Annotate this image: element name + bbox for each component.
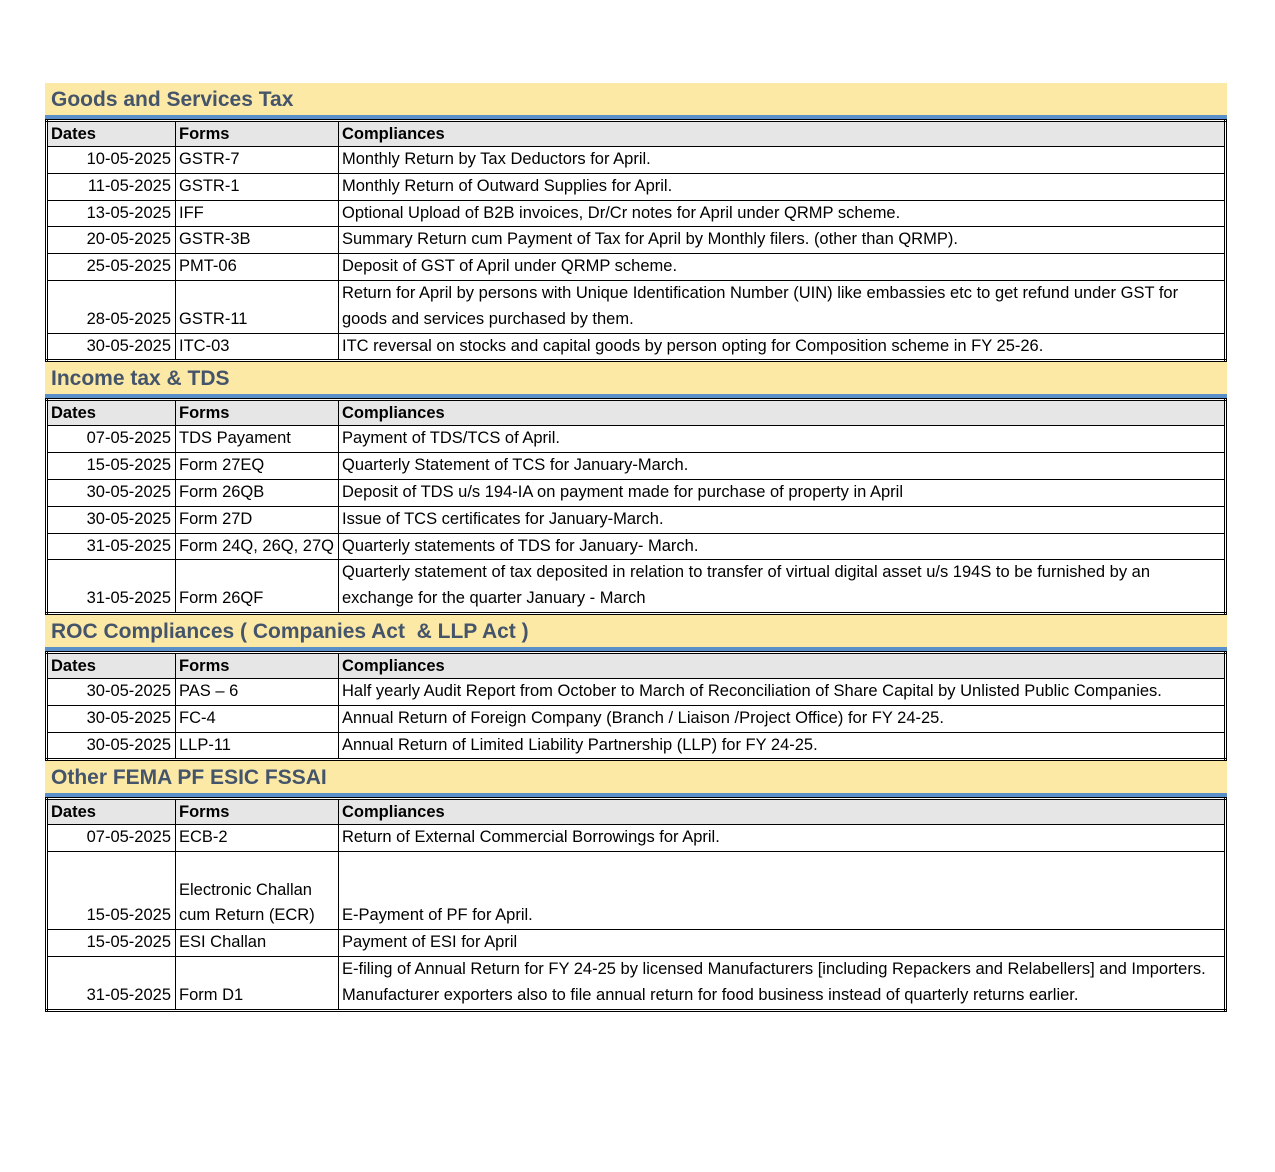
form-cell: Form 27EQ	[176, 453, 339, 480]
table-row	[47, 825, 1226, 852]
form-cell: LLP-11	[176, 732, 339, 760]
dates-column-header: Dates	[47, 400, 176, 426]
table-row	[47, 930, 1226, 957]
table-row	[47, 956, 1226, 1010]
form-cell: PMT-06	[176, 254, 339, 281]
compliance-table	[45, 651, 1227, 761]
table-header-row	[47, 400, 1226, 426]
date-cell: 11-05-2025	[47, 173, 176, 200]
date-cell: 15-05-2025	[47, 453, 176, 480]
forms-column-header: Forms	[176, 652, 339, 678]
form-cell: Form D1	[176, 956, 339, 1010]
date-cell: 15-05-2025	[47, 852, 176, 930]
date-cell: 20-05-2025	[47, 227, 176, 254]
date-cell: 31-05-2025	[47, 956, 176, 1010]
table-row	[47, 200, 1226, 227]
form-cell: GSTR-11	[176, 280, 339, 333]
table-row	[47, 732, 1226, 760]
compliance-table	[45, 797, 1227, 1011]
table-header-row	[47, 121, 1226, 147]
compliance-cell: Return of External Commercial Borrowings for April.	[339, 825, 1226, 852]
form-cell: Form 24Q, 26Q, 27Q	[176, 533, 339, 560]
date-cell: 30-05-2025	[47, 732, 176, 760]
table-row	[47, 280, 1226, 333]
table-row	[47, 678, 1226, 705]
compliances-column-header: Compliances	[339, 400, 1226, 426]
section-title: Other FEMA PF ESIC FSSAI	[45, 761, 1227, 797]
compliance-cell: Monthly Return of Outward Supplies for April.	[339, 173, 1226, 200]
compliances-column-header: Compliances	[339, 121, 1226, 147]
table-row	[47, 147, 1226, 174]
forms-column-header: Forms	[176, 121, 339, 147]
compliance-cell: E-filing of Annual Return for FY 24-25 by licensed Manufacturers [including Repackers and Relabellers] and Importers. Manufacturer exporters also to file annual return for food business instead of quarterly returns earlier.	[339, 956, 1226, 1010]
compliance-cell: ITC reversal on stocks and capital goods by person opting for Composition scheme in FY 25-26.	[339, 333, 1226, 361]
form-cell: ESI Challan	[176, 930, 339, 957]
form-cell: IFF	[176, 200, 339, 227]
compliances-column-header: Compliances	[339, 652, 1226, 678]
date-cell: 07-05-2025	[47, 426, 176, 453]
compliance-cell: Quarterly statements of TDS for January- March.	[339, 533, 1226, 560]
compliance-cell: Quarterly Statement of TCS for January-March.	[339, 453, 1226, 480]
compliance-table	[45, 119, 1227, 362]
table-row	[47, 426, 1226, 453]
compliance-cell: Deposit of GST of April under QRMP scheme.	[339, 254, 1226, 281]
compliance-cell: Issue of TCS certificates for January-March.	[339, 506, 1226, 533]
table-row	[47, 506, 1226, 533]
compliance-calendar-sheet	[45, 83, 1227, 1012]
table-row	[47, 173, 1226, 200]
section-title: Income tax & TDS	[45, 362, 1227, 398]
compliance-cell: Annual Return of Limited Liability Partnership (LLP) for FY 24-25.	[339, 732, 1226, 760]
table-row	[47, 533, 1226, 560]
form-cell: ECB-2	[176, 825, 339, 852]
section-income-tax-tds	[45, 362, 1227, 615]
date-cell: 15-05-2025	[47, 930, 176, 957]
table-row	[47, 254, 1226, 281]
date-cell: 30-05-2025	[47, 479, 176, 506]
table-header-row	[47, 799, 1226, 825]
section-roc-compliances	[45, 615, 1227, 761]
table-row	[47, 333, 1226, 361]
compliance-cell: Monthly Return by Tax Deductors for April.	[339, 147, 1226, 174]
date-cell: 28-05-2025	[47, 280, 176, 333]
compliance-cell: Half yearly Audit Report from October to March of Reconciliation of Share Capital by Unlisted Public Companies.	[339, 678, 1226, 705]
form-cell: Electronic Challan cum Return (ECR)	[176, 852, 339, 930]
form-cell: ITC-03	[176, 333, 339, 361]
compliance-table	[45, 398, 1227, 615]
compliance-cell: E-Payment of PF for April.	[339, 852, 1226, 930]
section-title: Goods and Services Tax	[45, 83, 1227, 119]
date-cell: 31-05-2025	[47, 560, 176, 614]
table-row	[47, 227, 1226, 254]
form-cell: GSTR-7	[176, 147, 339, 174]
compliance-cell: Deposit of TDS u/s 194-IA on payment made for purchase of property in April	[339, 479, 1226, 506]
form-cell: Form 27D	[176, 506, 339, 533]
dates-column-header: Dates	[47, 121, 176, 147]
date-cell: 30-05-2025	[47, 506, 176, 533]
compliance-cell: Quarterly statement of tax deposited in relation to transfer of virtual digital asset u/s 194S to be furnished by an exchange for the quarter January - March	[339, 560, 1226, 614]
compliance-cell: Optional Upload of B2B invoices, Dr/Cr notes for April under QRMP scheme.	[339, 200, 1226, 227]
date-cell: 31-05-2025	[47, 533, 176, 560]
form-cell: FC-4	[176, 705, 339, 732]
date-cell: 07-05-2025	[47, 825, 176, 852]
table-row	[47, 852, 1226, 930]
section-title: ROC Compliances ( Companies Act & LLP Act )	[45, 615, 1227, 651]
form-cell: Form 26QB	[176, 479, 339, 506]
compliance-cell: Payment of ESI for April	[339, 930, 1226, 957]
dates-column-header: Dates	[47, 799, 176, 825]
table-row	[47, 479, 1226, 506]
compliance-cell: Summary Return cum Payment of Tax for April by Monthly filers. (other than QRMP).	[339, 227, 1226, 254]
date-cell: 30-05-2025	[47, 333, 176, 361]
section-other-fema-pf-esic-fssai	[45, 761, 1227, 1011]
form-cell: TDS Payament	[176, 426, 339, 453]
form-cell: PAS – 6	[176, 678, 339, 705]
date-cell: 30-05-2025	[47, 705, 176, 732]
dates-column-header: Dates	[47, 652, 176, 678]
forms-column-header: Forms	[176, 400, 339, 426]
compliances-column-header: Compliances	[339, 799, 1226, 825]
date-cell: 25-05-2025	[47, 254, 176, 281]
table-header-row	[47, 652, 1226, 678]
table-row	[47, 705, 1226, 732]
compliance-cell: Return for April by persons with Unique Identification Number (UIN) like embassies etc to get refund under GST for goods and services purchased by them.	[339, 280, 1226, 333]
date-cell: 30-05-2025	[47, 678, 176, 705]
date-cell: 13-05-2025	[47, 200, 176, 227]
date-cell: 10-05-2025	[47, 147, 176, 174]
form-cell: GSTR-3B	[176, 227, 339, 254]
compliance-cell: Annual Return of Foreign Company (Branch / Liaison /Project Office) for FY 24-25.	[339, 705, 1226, 732]
section-goods-and-services-tax	[45, 83, 1227, 362]
table-row	[47, 560, 1226, 614]
form-cell: GSTR-1	[176, 173, 339, 200]
form-cell: Form 26QF	[176, 560, 339, 614]
table-row	[47, 453, 1226, 480]
compliance-cell: Payment of TDS/TCS of April.	[339, 426, 1226, 453]
forms-column-header: Forms	[176, 799, 339, 825]
